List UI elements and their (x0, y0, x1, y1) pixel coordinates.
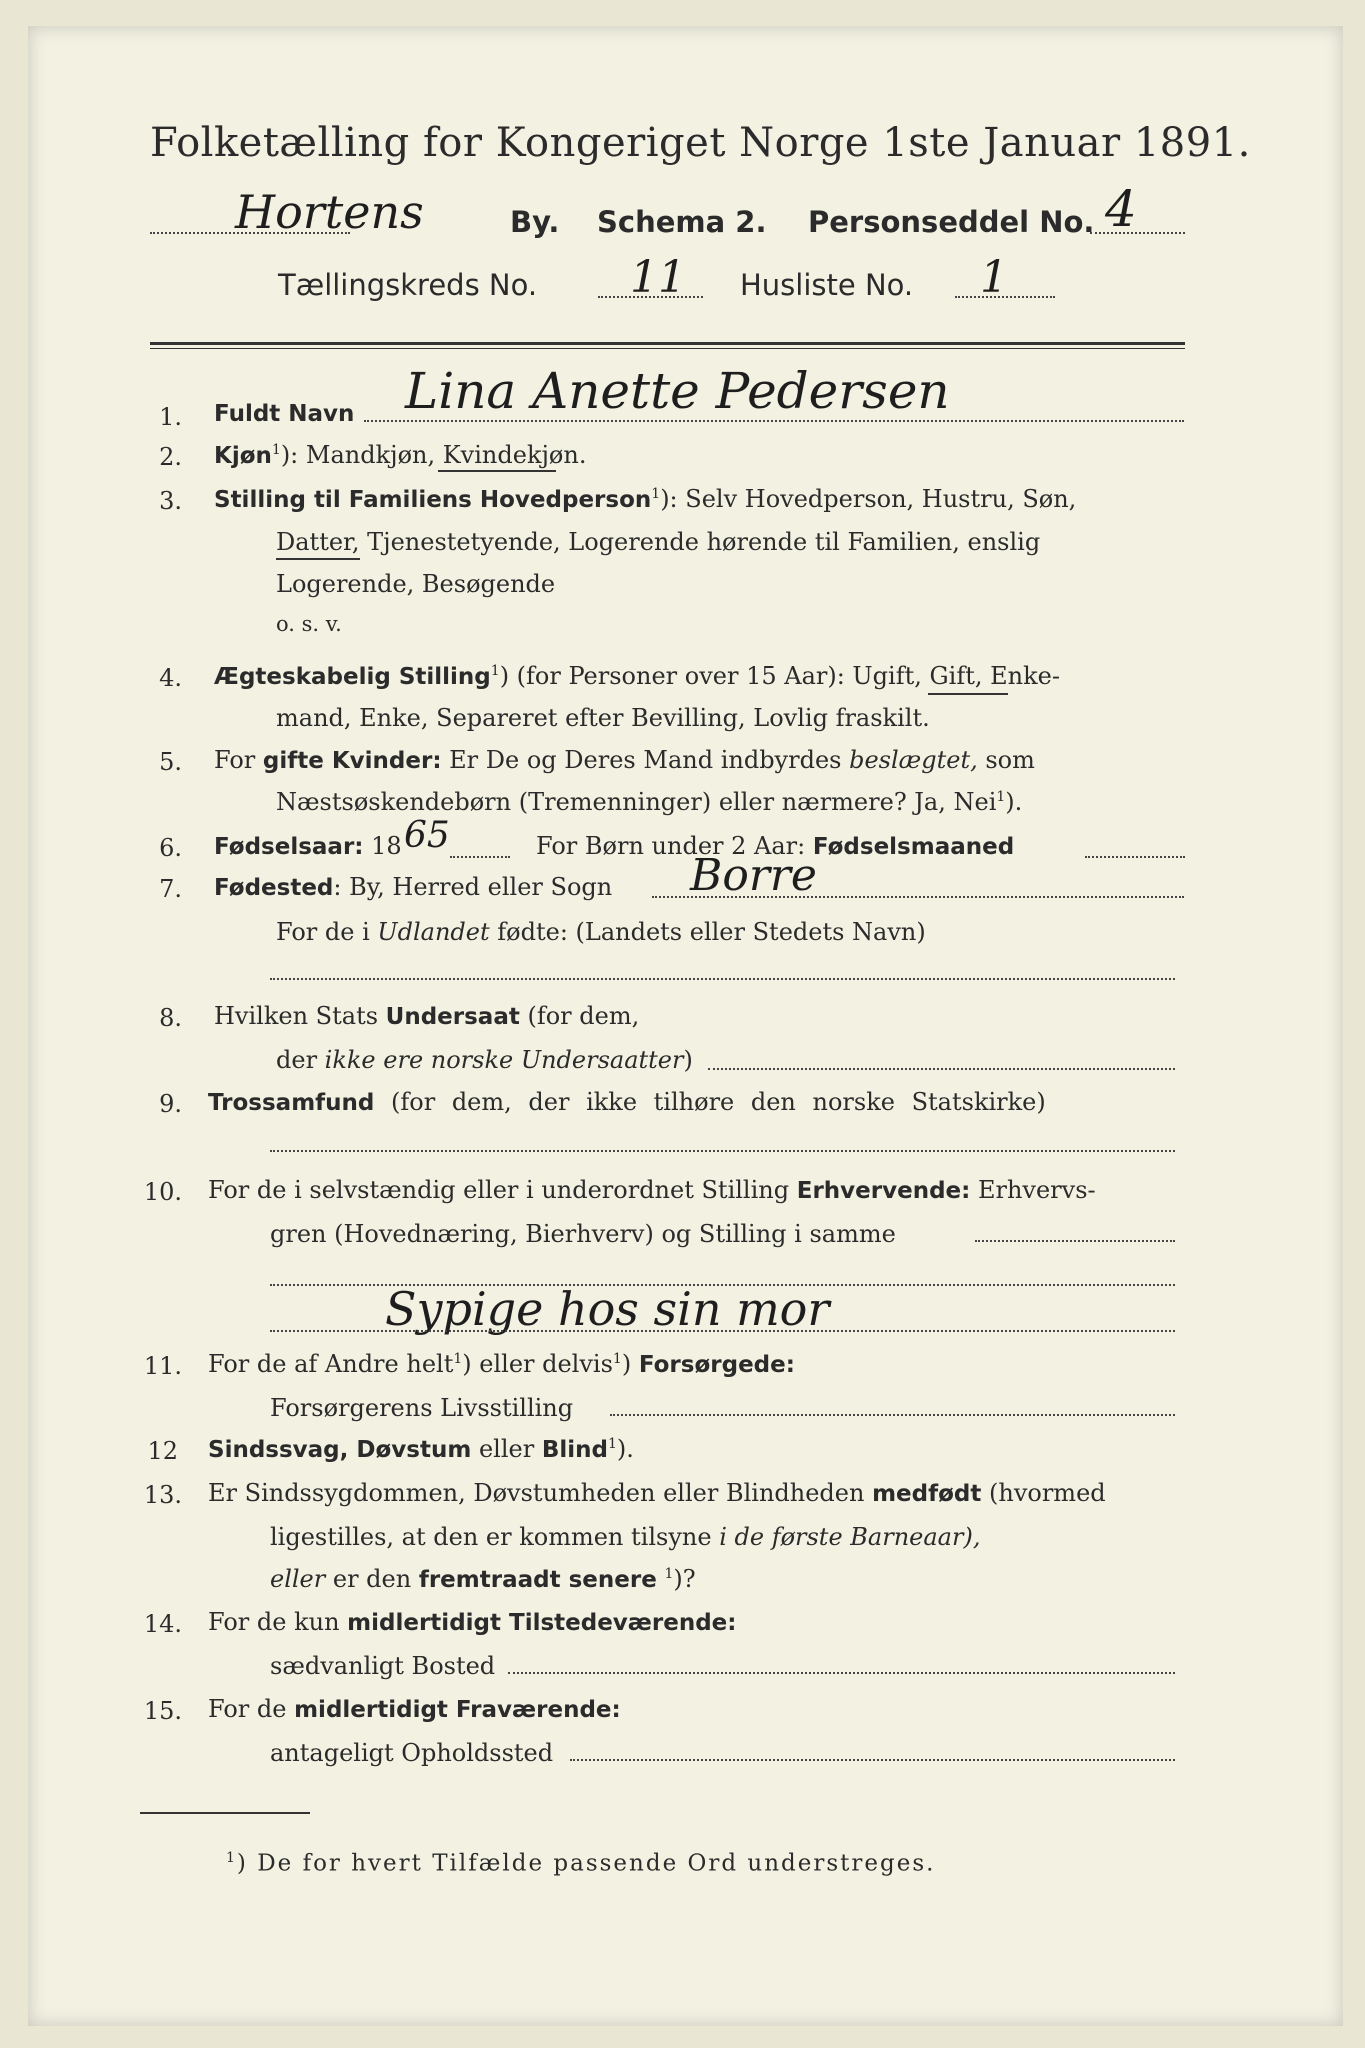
q1-label: Fuldt Navn (214, 401, 355, 427)
q5-number: 5. (159, 748, 182, 776)
q12-label2: Blind (541, 1437, 608, 1463)
q12-post: ). (616, 1435, 634, 1463)
q13-line3-mid: er den (325, 1565, 419, 1593)
q14-label: midlertidigt Tilstedeværende: (347, 1610, 737, 1636)
q5-line2-text: Næstsøskendebørn (Tremenninger) eller nærmere? Ja, Nei (276, 788, 997, 816)
q8-pre: Hvilken Stats (214, 1002, 386, 1030)
q4-ugift: Ugift, (852, 662, 922, 690)
q12-line: Sindssvag, Døvstum eller Blind$^1$). (208, 1435, 634, 1463)
q8-line2-pre: der (276, 1046, 325, 1074)
q7-number: 7. (159, 875, 182, 903)
q7-label: Fødested (214, 875, 334, 901)
by-label: By. (510, 205, 560, 239)
q1-dotline (364, 420, 1184, 422)
q4-underline (928, 693, 1008, 695)
q2-number: 2. (159, 443, 182, 471)
q15-pre: For de (208, 1695, 295, 1723)
q8-post: (for dem, (519, 1002, 640, 1030)
q5-label: gifte Kvinder: (262, 748, 442, 774)
q2-sup: 1 (271, 442, 281, 458)
q2-option-kvindekjon: Kvindekjøn. (442, 441, 587, 469)
q8-number: 8. (159, 1004, 182, 1032)
q13-line3: eller er den fremtraadt senere $^1$)? (270, 1565, 696, 1593)
q10-label: Erhvervende: (796, 1178, 971, 1204)
q12-label: Sindssvag, Døvstum (208, 1437, 472, 1463)
q11-dotline (610, 1414, 1175, 1416)
q6-label2: Fødselsmaaned (812, 834, 1015, 860)
q6-label: Fødselsaar: (214, 834, 364, 860)
header-rule-thin (150, 348, 1185, 349)
q8-line1 (214, 1002, 639, 1030)
handwritten-city: Hortens (235, 185, 424, 239)
q8-dotline (708, 1068, 1175, 1070)
q15-line2: antageligt Opholdssted (270, 1739, 554, 1767)
q13-line2-pre: ligestilles, at den er kommen tilsyne (270, 1523, 720, 1551)
q14-line2: sædvanligt Bosted (270, 1652, 496, 1680)
q3-label: Stilling til Familiens Hovedperson (214, 487, 652, 513)
q13-number: 13. (143, 1481, 182, 1509)
handwritten-name: Lina Anette Pedersen (405, 362, 950, 420)
q10-number: 10. (143, 1178, 182, 1206)
q7-line1 (214, 873, 612, 901)
q11-number: 11. (143, 1352, 182, 1380)
handwritten-person-no: 4 (1105, 180, 1137, 238)
q12-mid: eller (471, 1435, 542, 1463)
q7-line2-pre: For de i (276, 918, 378, 946)
q4-number: 4. (159, 664, 182, 692)
q5-line1 (214, 746, 1035, 774)
q7-line2-italic: Udlandet (377, 918, 490, 946)
q13-post: (hvormed (981, 1479, 1106, 1507)
q10-line2: gren (Hovednæring, Bierhverv) og Stilling i samme (270, 1220, 896, 1248)
q11-line2: Forsørgerens Livsstilling (270, 1394, 574, 1422)
q11-line1: For de af Andre helt$^1$) eller delvis$^1$) Forsørgede: (208, 1350, 795, 1378)
q5-pre: For (214, 746, 263, 774)
handwritten-birthplace: Borre (690, 850, 817, 901)
footnote-text: ) De for hvert Tilfælde passende Ord understreges. (236, 1850, 936, 1877)
q7-dotline-2 (270, 978, 1175, 980)
q10-post: Erhvervs- (970, 1176, 1096, 1204)
q13-pre: Er Sindssygdommen, Døvstumheden eller Blindheden (208, 1479, 873, 1507)
handwritten-husliste-no: 1 (980, 252, 1008, 303)
q13-line1 (208, 1479, 1106, 1507)
q15-dotline (570, 1759, 1175, 1761)
q11-pre: For de af Andre helt (208, 1350, 454, 1378)
q3-line2-rest: Tjenestetyende, Logerende hørende til Familien, enslig (359, 528, 1041, 556)
q7-line2 (276, 918, 926, 946)
q2-underline (438, 470, 556, 472)
q15-line1 (208, 1695, 621, 1723)
footnote-sup: 1 (226, 1850, 237, 1866)
q8-line2 (276, 1046, 693, 1074)
q3-line1: Stilling til Familiens Hovedperson$^1$): Selv Hovedperson, Hustru, Søn, (214, 485, 1077, 513)
q5-italic: beslægtet, (849, 746, 978, 774)
footnote (226, 1850, 935, 1877)
q3-line4: o. s. v. (276, 612, 342, 636)
q14-pre: For de kun (208, 1608, 348, 1636)
q6-mid: For Børn under 2 Aar: (536, 832, 813, 860)
q10-pre: For de i selvstændig eller i underordnet Stilling (208, 1176, 797, 1204)
q15-number: 15. (143, 1697, 182, 1725)
q1-number: 1. (159, 403, 182, 431)
q8-line2-italic: ikke ere norske Undersaatter (324, 1046, 684, 1074)
q14-number: 14. (143, 1610, 182, 1638)
q3-line2 (276, 528, 1040, 556)
q9-line (208, 1088, 1046, 1116)
handwritten-birth-year: 65 (404, 815, 450, 856)
q10-line1 (208, 1176, 1096, 1204)
q2-line (214, 441, 586, 469)
q4-line2: mand, Enke, Separeret efter Bevilling, Lovlig fraskilt. (276, 704, 930, 732)
q12-number: 12 (147, 1437, 178, 1465)
q14-line1 (208, 1608, 736, 1636)
q13-label: medfødt (872, 1481, 982, 1507)
q5-end: som (977, 746, 1035, 774)
q2-rest: ): Mandkjøn, (280, 441, 443, 469)
q13-line3-post: )? (673, 1565, 696, 1593)
q5-mid: Er De og Deres Mand indbyrdes (441, 746, 850, 774)
q6-number: 6. (159, 834, 182, 862)
q9-label: Trossamfund (208, 1090, 375, 1116)
q2-label: Kjøn (214, 443, 272, 469)
personseddel-label: Personseddel No. (808, 205, 1095, 239)
q6-dotline (1085, 856, 1185, 858)
header-rule (150, 342, 1185, 345)
q9-number: 9. (159, 1090, 182, 1118)
q8-label: Undersaat (385, 1004, 520, 1030)
q3-line1-rest: ): Selv Hovedperson, Hustru, Søn, (660, 485, 1077, 513)
q8-line2-post: ) (683, 1046, 693, 1074)
q6-line (214, 832, 402, 860)
q11-mid: ) eller delvis (462, 1350, 613, 1378)
footnote-rule (140, 1812, 310, 1814)
q3-line3: Logerende, Besøgende (276, 570, 556, 598)
q13-line3-label: fremtraadt senere (418, 1567, 657, 1593)
q3-underline (276, 558, 360, 560)
q9-rest: (for dem, der ikke tilhøre den norske Statskirke) (374, 1088, 1046, 1116)
form-title: Folketælling for Kongeriget Norge 1ste Januar 1891. (150, 120, 1251, 166)
q14-dotline (508, 1672, 1175, 1674)
handwritten-kreds-no: 11 (630, 252, 686, 303)
q10-dotline-3 (270, 1330, 1175, 1332)
q11-label: Forsørgede: (638, 1352, 795, 1378)
q4-pre: ) (for Personer over 15 Aar): (499, 662, 853, 690)
q15-label: midlertidigt Fraværende: (294, 1697, 621, 1723)
q10-dotline (975, 1240, 1175, 1242)
kreds-label: Tællingskreds No. (278, 268, 538, 302)
q4-label: Ægteskabelig Stilling (214, 664, 491, 690)
handwritten-occupation: Sypige hos sin mor (385, 1282, 830, 1336)
q9-dotline (270, 1150, 1175, 1152)
q7-rest: : By, Herred eller Sogn (333, 873, 613, 901)
q6-year-prefix: 18 (371, 832, 402, 860)
q3-number: 3. (159, 487, 182, 515)
q3-datter: Datter, (276, 528, 360, 556)
q13-line2-italic: i de første Barneaar), (719, 1523, 981, 1551)
q7-line2-post: fødte: (Landets eller Stedets Navn) (489, 918, 926, 946)
q5-line2: Næstsøskendebørn (Tremenninger) eller nærmere? Ja, Nei$^1$). (276, 788, 1023, 816)
q13-line3-italic: eller (270, 1565, 326, 1593)
q6-year-dotline (450, 856, 510, 858)
q4-post: Gift, Enke- (921, 662, 1060, 690)
q13-line2 (270, 1523, 980, 1551)
husliste-label: Husliste No. (740, 268, 914, 302)
schema-label: Schema 2. (597, 205, 767, 239)
q4-line1: Ægteskabelig Stilling$^1$) (for Personer over 15 Aar): Ugift, Gift, Enke- (214, 662, 1060, 690)
